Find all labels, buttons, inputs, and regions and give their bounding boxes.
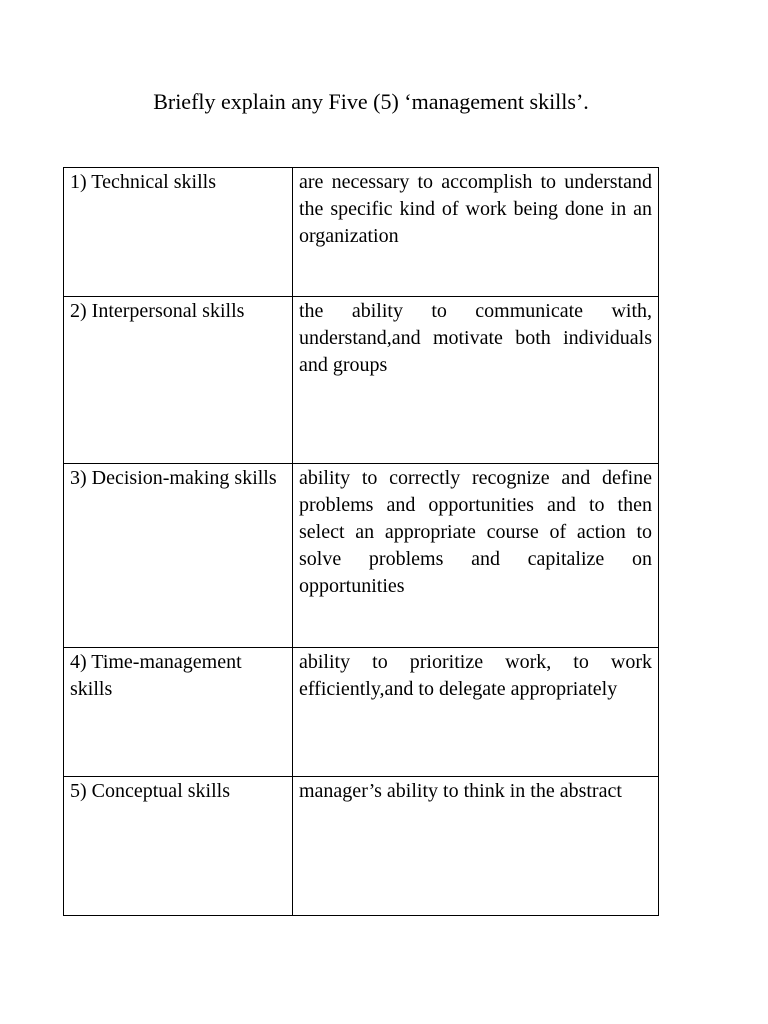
skill-name: 5) Conceptual skills xyxy=(64,777,293,916)
skill-name: 3) Decision-making skills xyxy=(64,464,293,648)
skill-description: the ability to communicate with, understand,and motivate both individuals and groups xyxy=(293,297,659,464)
skill-name: 2) Interpersonal skills xyxy=(64,297,293,464)
table-row xyxy=(64,464,659,648)
skill-description: are necessary to accomplish to understand the specific kind of work being done in an organization xyxy=(293,168,659,297)
skill-name: 4) Time-management skills xyxy=(64,648,293,777)
table-row xyxy=(64,297,659,464)
table-row xyxy=(64,648,659,777)
page-title: Briefly explain any Five (5) ‘management skills’. xyxy=(153,89,589,114)
skill-description: ability to correctly recognize and define problems and opportunities and to then select an appropriate course of action to solve problems and capitalize on opportunities xyxy=(293,464,659,648)
skill-description: ability to prioritize work, to work efficiently,and to delegate appropriately xyxy=(293,648,659,777)
table-row xyxy=(64,777,659,916)
skill-name: 1) Technical skills xyxy=(64,168,293,297)
skill-description: manager’s ability to think in the abstract xyxy=(293,777,659,916)
skills-table xyxy=(63,167,659,916)
table-row xyxy=(64,168,659,297)
